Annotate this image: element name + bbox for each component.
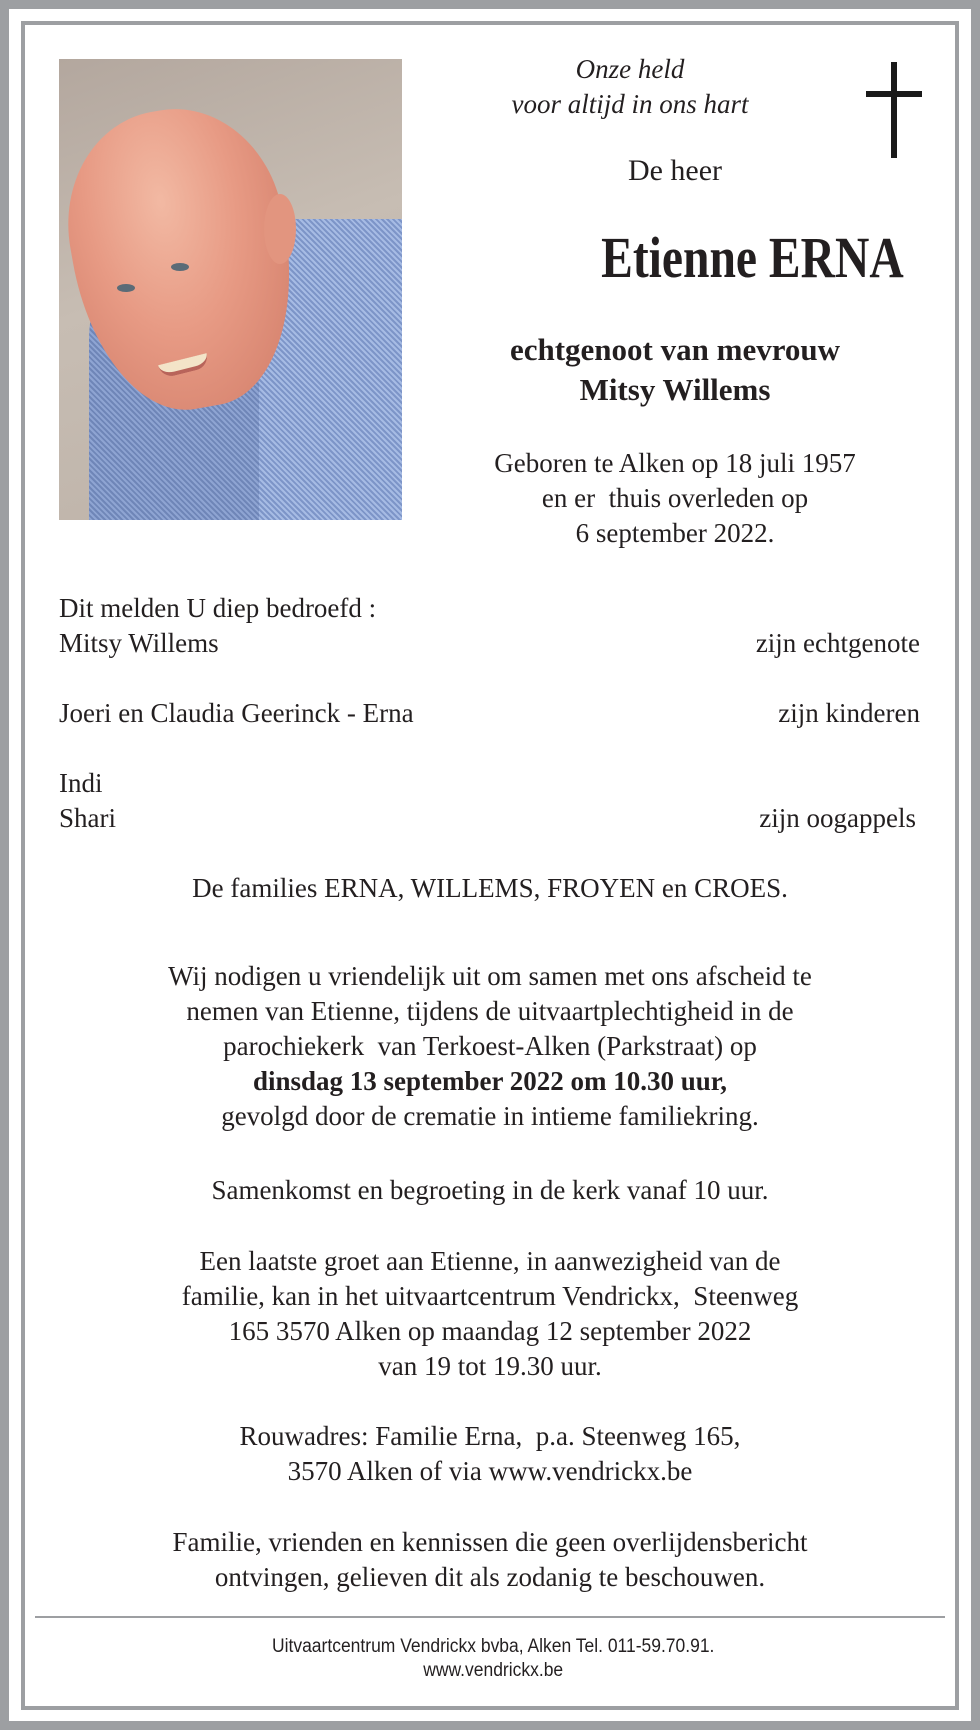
footer-company: Uitvaartcentrum Vendrickx bvba, Alken Tel. 011-59.70.91. xyxy=(271,1636,715,1657)
mourners-intro: Dit melden U diep bedroefd : xyxy=(59,593,377,623)
gathering-line: Samenkomst en begroeting in de kerk vanaf 10 uur. xyxy=(211,1175,769,1205)
last-greeting-line-2: familie, kan in het uitvaartcentrum Vendrickx, Steenweg xyxy=(181,1281,799,1311)
mourner-name: Mitsy Willems xyxy=(59,628,219,658)
mourner-name: Joeri en Claudia Geerinck - Erna xyxy=(59,698,414,728)
motto-line-2: voor altijd in ons hart xyxy=(511,89,749,119)
families-line: De families ERNA, WILLEMS, FROYEN en CROES. xyxy=(192,873,788,903)
notice-line-1: Familie, vrienden en kennissen die geen overlijdensbericht xyxy=(172,1527,808,1557)
mourner-name: Indi xyxy=(59,768,103,798)
photo-ear xyxy=(264,194,296,264)
address-line-2: 3570 Alken of via www.vendrickx.be xyxy=(287,1456,693,1486)
ceremony-date: dinsdag 13 september 2022 om 10.30 uur, xyxy=(252,1066,728,1096)
mourner-relation: zijn echtgenote xyxy=(755,628,920,658)
photo-eye-left xyxy=(117,284,135,292)
last-greeting-line-3: 165 3570 Alken op maandag 12 september 2022 xyxy=(228,1316,752,1346)
birth-line: Geboren te Alken op 18 juli 1957 xyxy=(494,448,856,478)
ceremony-line-3: parochiekerk van Terkoest-Alken (Parkstraat) op xyxy=(223,1031,757,1061)
mourner-relation: zijn kinderen xyxy=(778,698,920,728)
footer-divider xyxy=(35,1616,945,1618)
notice-line-2: ontvingen, gelieven dit als zodanig te beschouwen. xyxy=(214,1562,766,1592)
spouse-line-1: echtgenoot van mevrouw xyxy=(509,332,841,367)
cross-icon xyxy=(866,62,922,158)
address-line-1: Rouwadres: Familie Erna, p.a. Steenweg 165, xyxy=(239,1421,741,1451)
spouse-line-2: Mitsy Willems xyxy=(579,372,771,407)
mourner-relation: zijn oogappels xyxy=(759,803,916,833)
death-line-2: 6 september 2022. xyxy=(575,518,775,548)
ceremony-line-1: Wij nodigen u vriendelijk uit om samen met ons afscheid te xyxy=(168,961,812,991)
ceremony-closing: gevolgd door de crematie in intieme familiekring. xyxy=(221,1101,759,1131)
last-greeting-line-4: van 19 tot 19.30 uur. xyxy=(378,1351,602,1381)
footer-website[interactable]: www.vendrickx.be xyxy=(423,1660,564,1681)
ceremony-line-2: nemen van Etienne, tijdens de uitvaartplechtigheid in de xyxy=(186,996,794,1026)
portrait-photo xyxy=(59,59,402,520)
motto-line-1: Onze held xyxy=(575,54,685,84)
salutation: De heer xyxy=(627,154,723,187)
mourner-name: Shari xyxy=(59,803,116,833)
death-line-1: en er thuis overleden op xyxy=(541,483,809,513)
last-greeting-line-1: Een laatste groet aan Etienne, in aanwezigheid van de xyxy=(199,1246,781,1276)
deceased-name: Etienne ERNA xyxy=(601,225,904,290)
photo-eye-right xyxy=(171,263,189,271)
